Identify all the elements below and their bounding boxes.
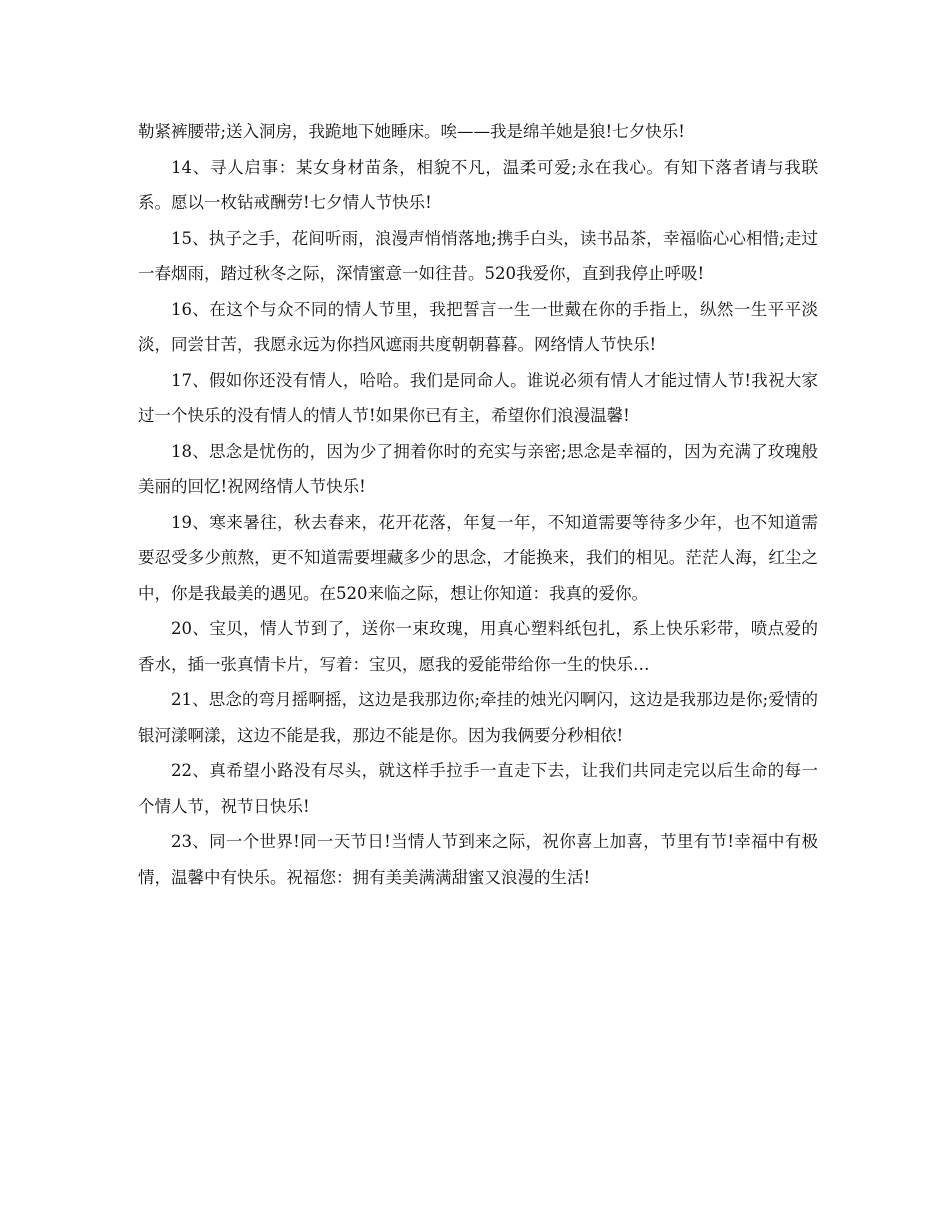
paragraph-continued: 勒紧裤腰带;送入洞房，我跪地下她睡床。唉——我是绵羊她是狼!七夕快乐! — [138, 122, 685, 141]
paragraph-18: 18、思念是忧伤的，因为少了拥着你时的充实与亲密;思念是幸福的，因为充满了玫瑰般美丽的回忆!祝网络情人节快乐! — [138, 441, 818, 496]
paragraph-22: 22、真希望小路没有尽头，就这样手拉手一直走下去，让我们共同走完以后生命的每一个情人节，祝节日快乐! — [138, 761, 818, 816]
paragraph-15: 15、执子之手，花间听雨，浪漫声悄悄落地;携手白头，读书品茶，幸福临心心相惜;走过一春烟雨，踏过秋冬之际，深情蜜意一如往昔。520我爱你，直到我停止呼吸! — [138, 228, 818, 283]
paragraph-19: 19、寒来暑往，秋去春来，花开花落，年复一年，不知道需要等待多少年，也不知道需要忍受多少煎熬，更不知道需要埋藏多少的思念，才能换来，我们的相见。茫茫人海，红尘之中，你是我最美的遇见。在520来临之际，想让你知道：我真的爱你。 — [138, 512, 818, 603]
paragraph-20: 20、宝贝，情人节到了，送你一束玫瑰，用真心塑料纸包扎，系上快乐彩带，喷点爱的香水，插一张真情卡片，写着：宝贝，愿我的爱能带给你一生的快乐… — [138, 619, 818, 674]
paragraph-14: 14、寻人启事：某女身材苗条，相貌不凡，温柔可爱;永在我心。有知下落者请与我联系。愿以一枚钻戒酬劳!七夕情人节快乐! — [138, 157, 818, 212]
paragraph-16: 16、在这个与众不同的情人节里，我把誓言一生一世戴在你的手指上，纵然一生平平淡淡，同尝甘苦，我愿永远为你挡风遮雨共度朝朝暮暮。网络情人节快乐! — [138, 299, 818, 354]
document-body — [138, 114, 818, 895]
paragraph-23: 23、同一个世界!同一天节日!当情人节到来之际，祝你喜上加喜，节里有节!幸福中有极情，温馨中有快乐。祝福您：拥有美美满满甜蜜又浪漫的生活! — [138, 832, 818, 887]
paragraph-17: 17、假如你还没有情人，哈哈。我们是同命人。谁说必须有情人才能过情人节!我祝大家过一个快乐的没有情人的情人节!如果你已有主，希望你们浪漫温馨! — [138, 370, 818, 425]
paragraph-21: 21、思念的弯月摇啊摇，这边是我那边你;牵挂的烛光闪啊闪，这边是我那边是你;爱情的银河漾啊漾，这边不能是我，那边不能是你。因为我俩要分秒相依! — [138, 690, 818, 745]
